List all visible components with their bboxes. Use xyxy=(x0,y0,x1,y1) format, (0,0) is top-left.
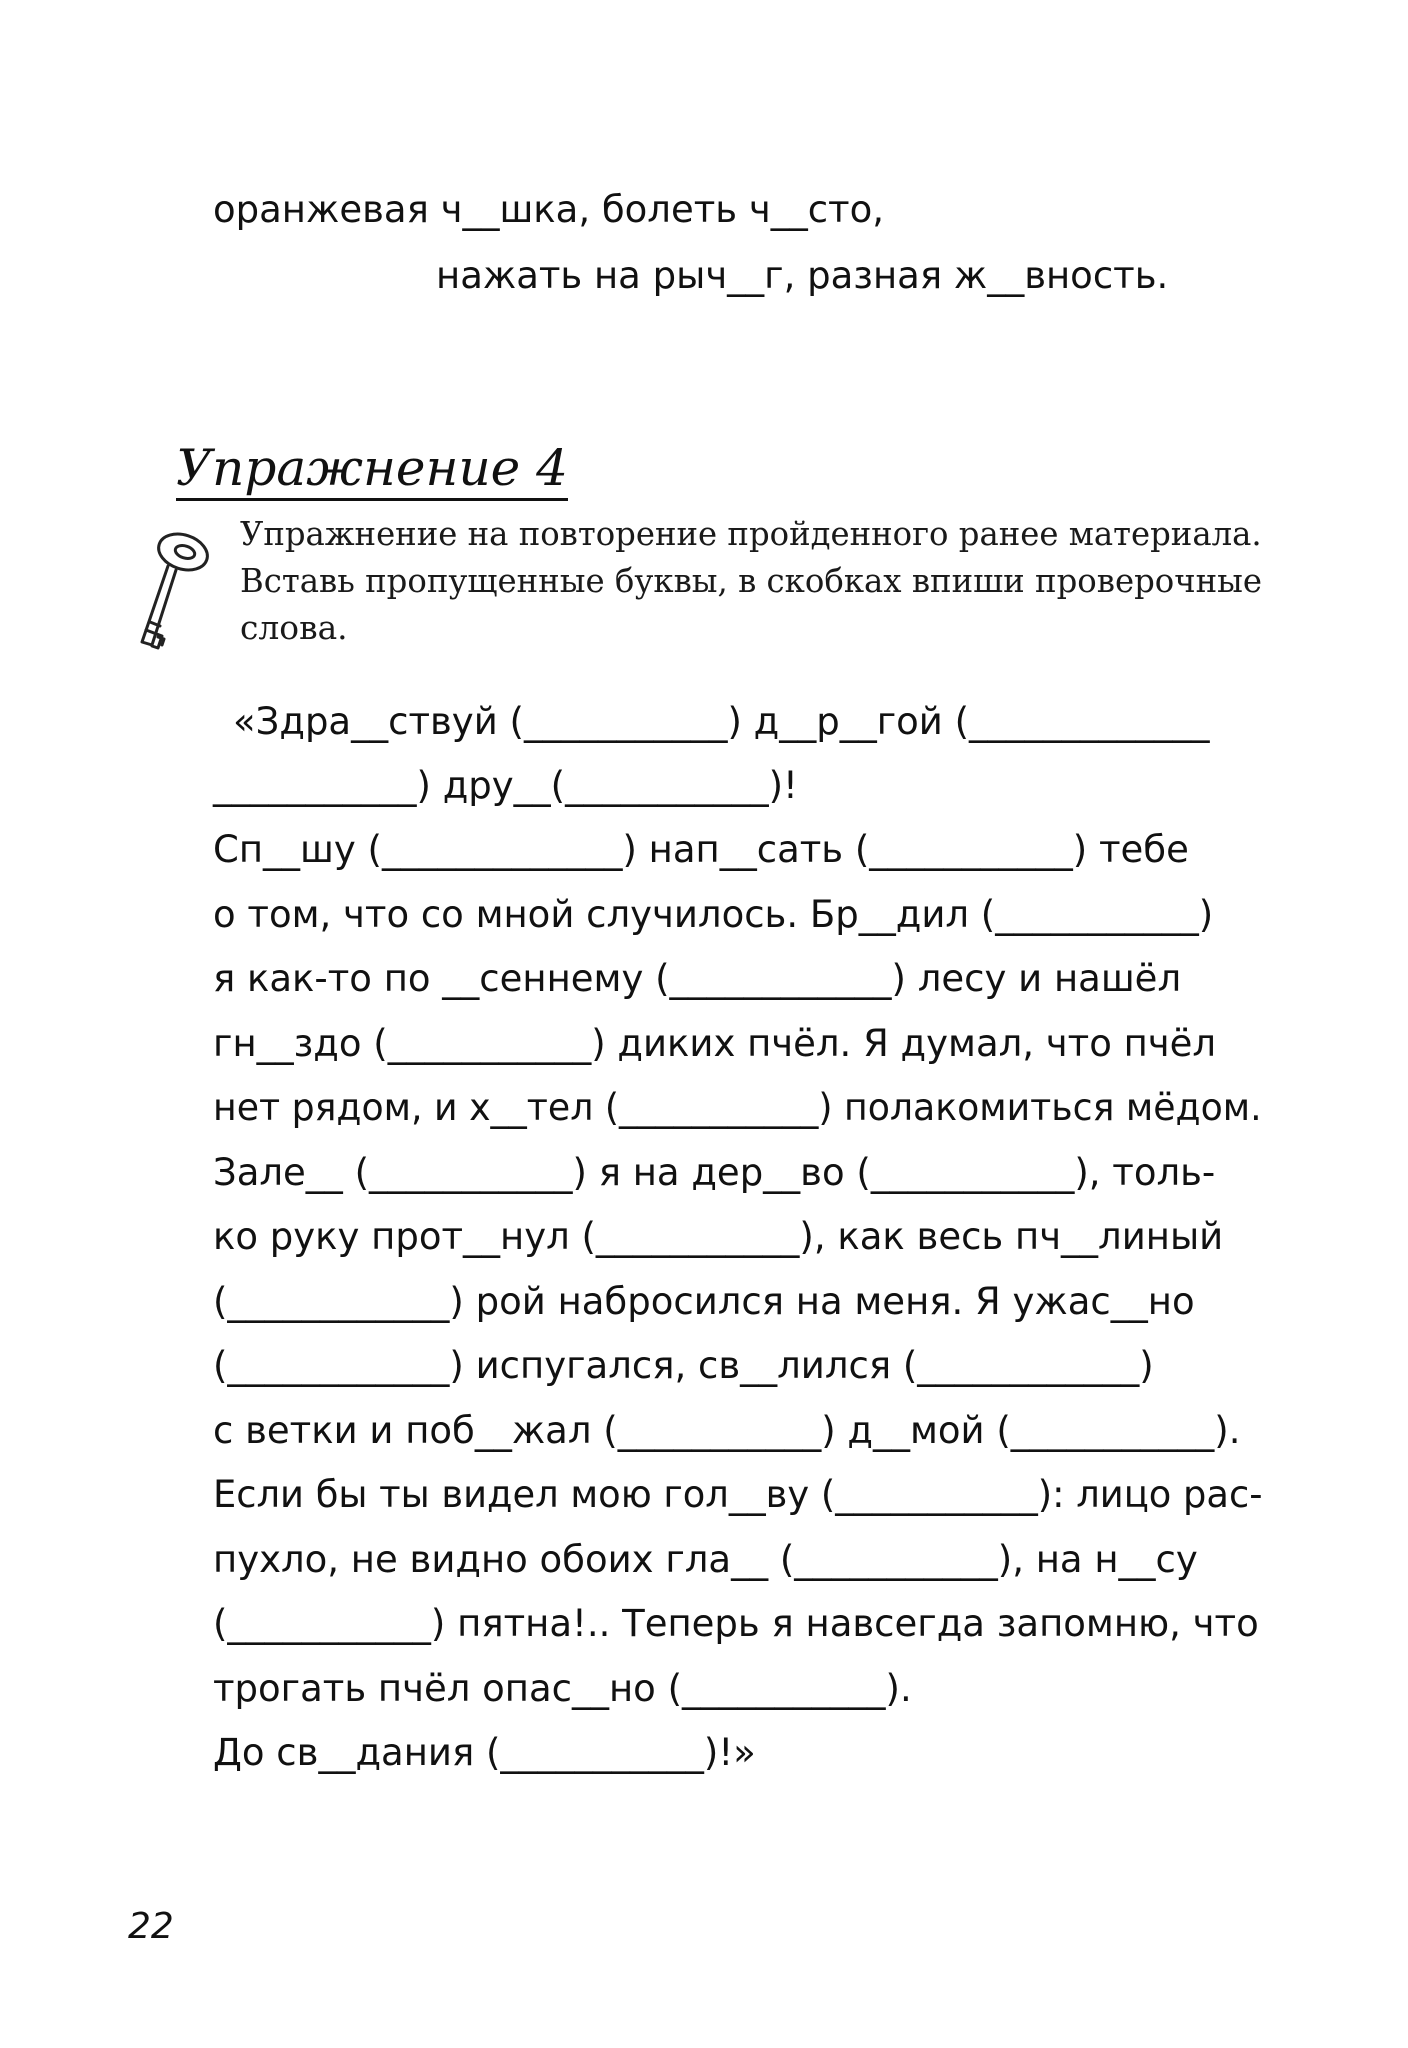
exercise-text-line-17: До св__дания (___________)!» xyxy=(213,1731,756,1774)
top-line-2: нажать на рыч__г, разная ж__вность. xyxy=(436,254,1169,297)
exercise-text-line-15: (___________) пятна!.. Теперь я навсегда запомню, что xyxy=(213,1602,1259,1645)
exercise-text-line-5: я как-то по __сеннему (____________) лесу и нашёл xyxy=(213,957,1182,1000)
exercise-text-line-2: ___________) дру__(___________)! xyxy=(213,764,798,807)
exercise-text-line-16: трогать пчёл опас__но (___________). xyxy=(213,1667,912,1710)
exercise-text-line-4: о том, что со мной случилось. Бр__дил (___________) xyxy=(213,893,1214,936)
exercise-text-line-7: нет рядом, и х__тел (___________) полакомиться мёдом. xyxy=(213,1086,1262,1129)
exercise-text-line-14: пухло, не видно обоих гла__ (___________), на н__су xyxy=(213,1538,1198,1581)
exercise-text-line-6: гн__здо (___________) диких пчёл. Я думал, что пчёл xyxy=(213,1022,1217,1065)
exercise-text-line-10: (____________) рой набросился на меня. Я ужас__но xyxy=(213,1280,1195,1323)
exercise-heading: Упражнение 4 xyxy=(176,438,568,501)
page-number: 22 xyxy=(128,1906,174,1947)
exercise-text-line-3: Сп__шу (_____________) нап__сать (___________) тебе xyxy=(213,828,1189,871)
exercise-text-line-9: ко руку прот__нул (___________), как весь пч__линый xyxy=(213,1215,1224,1258)
instruction-line-2: Вставь пропущенные буквы, в скобках впиши проверочные xyxy=(240,561,1263,600)
exercise-text-line-8: Зале__ (___________) я на дер__во (___________), толь- xyxy=(213,1151,1216,1194)
top-line-1: оранжевая ч__шка, болеть ч__сто, xyxy=(213,188,884,231)
instruction-line-1: Упражнение на повторение пройденного ранее материала. xyxy=(240,514,1262,553)
exercise-text-line-13: Если бы ты видел мою гол__ву (___________): лицо рас- xyxy=(213,1473,1263,1516)
exercise-text-line-12: с ветки и поб__жал (___________) д__мой (___________). xyxy=(213,1409,1241,1452)
exercise-text-line-11: (____________) испугался, св__лился (____________) xyxy=(213,1344,1154,1387)
instruction-line-3: слова. xyxy=(240,608,348,647)
key-icon xyxy=(128,530,218,660)
exercise-text-line-1: «Здра__ствуй (___________) д__р__гой (_____________ xyxy=(233,700,1210,743)
